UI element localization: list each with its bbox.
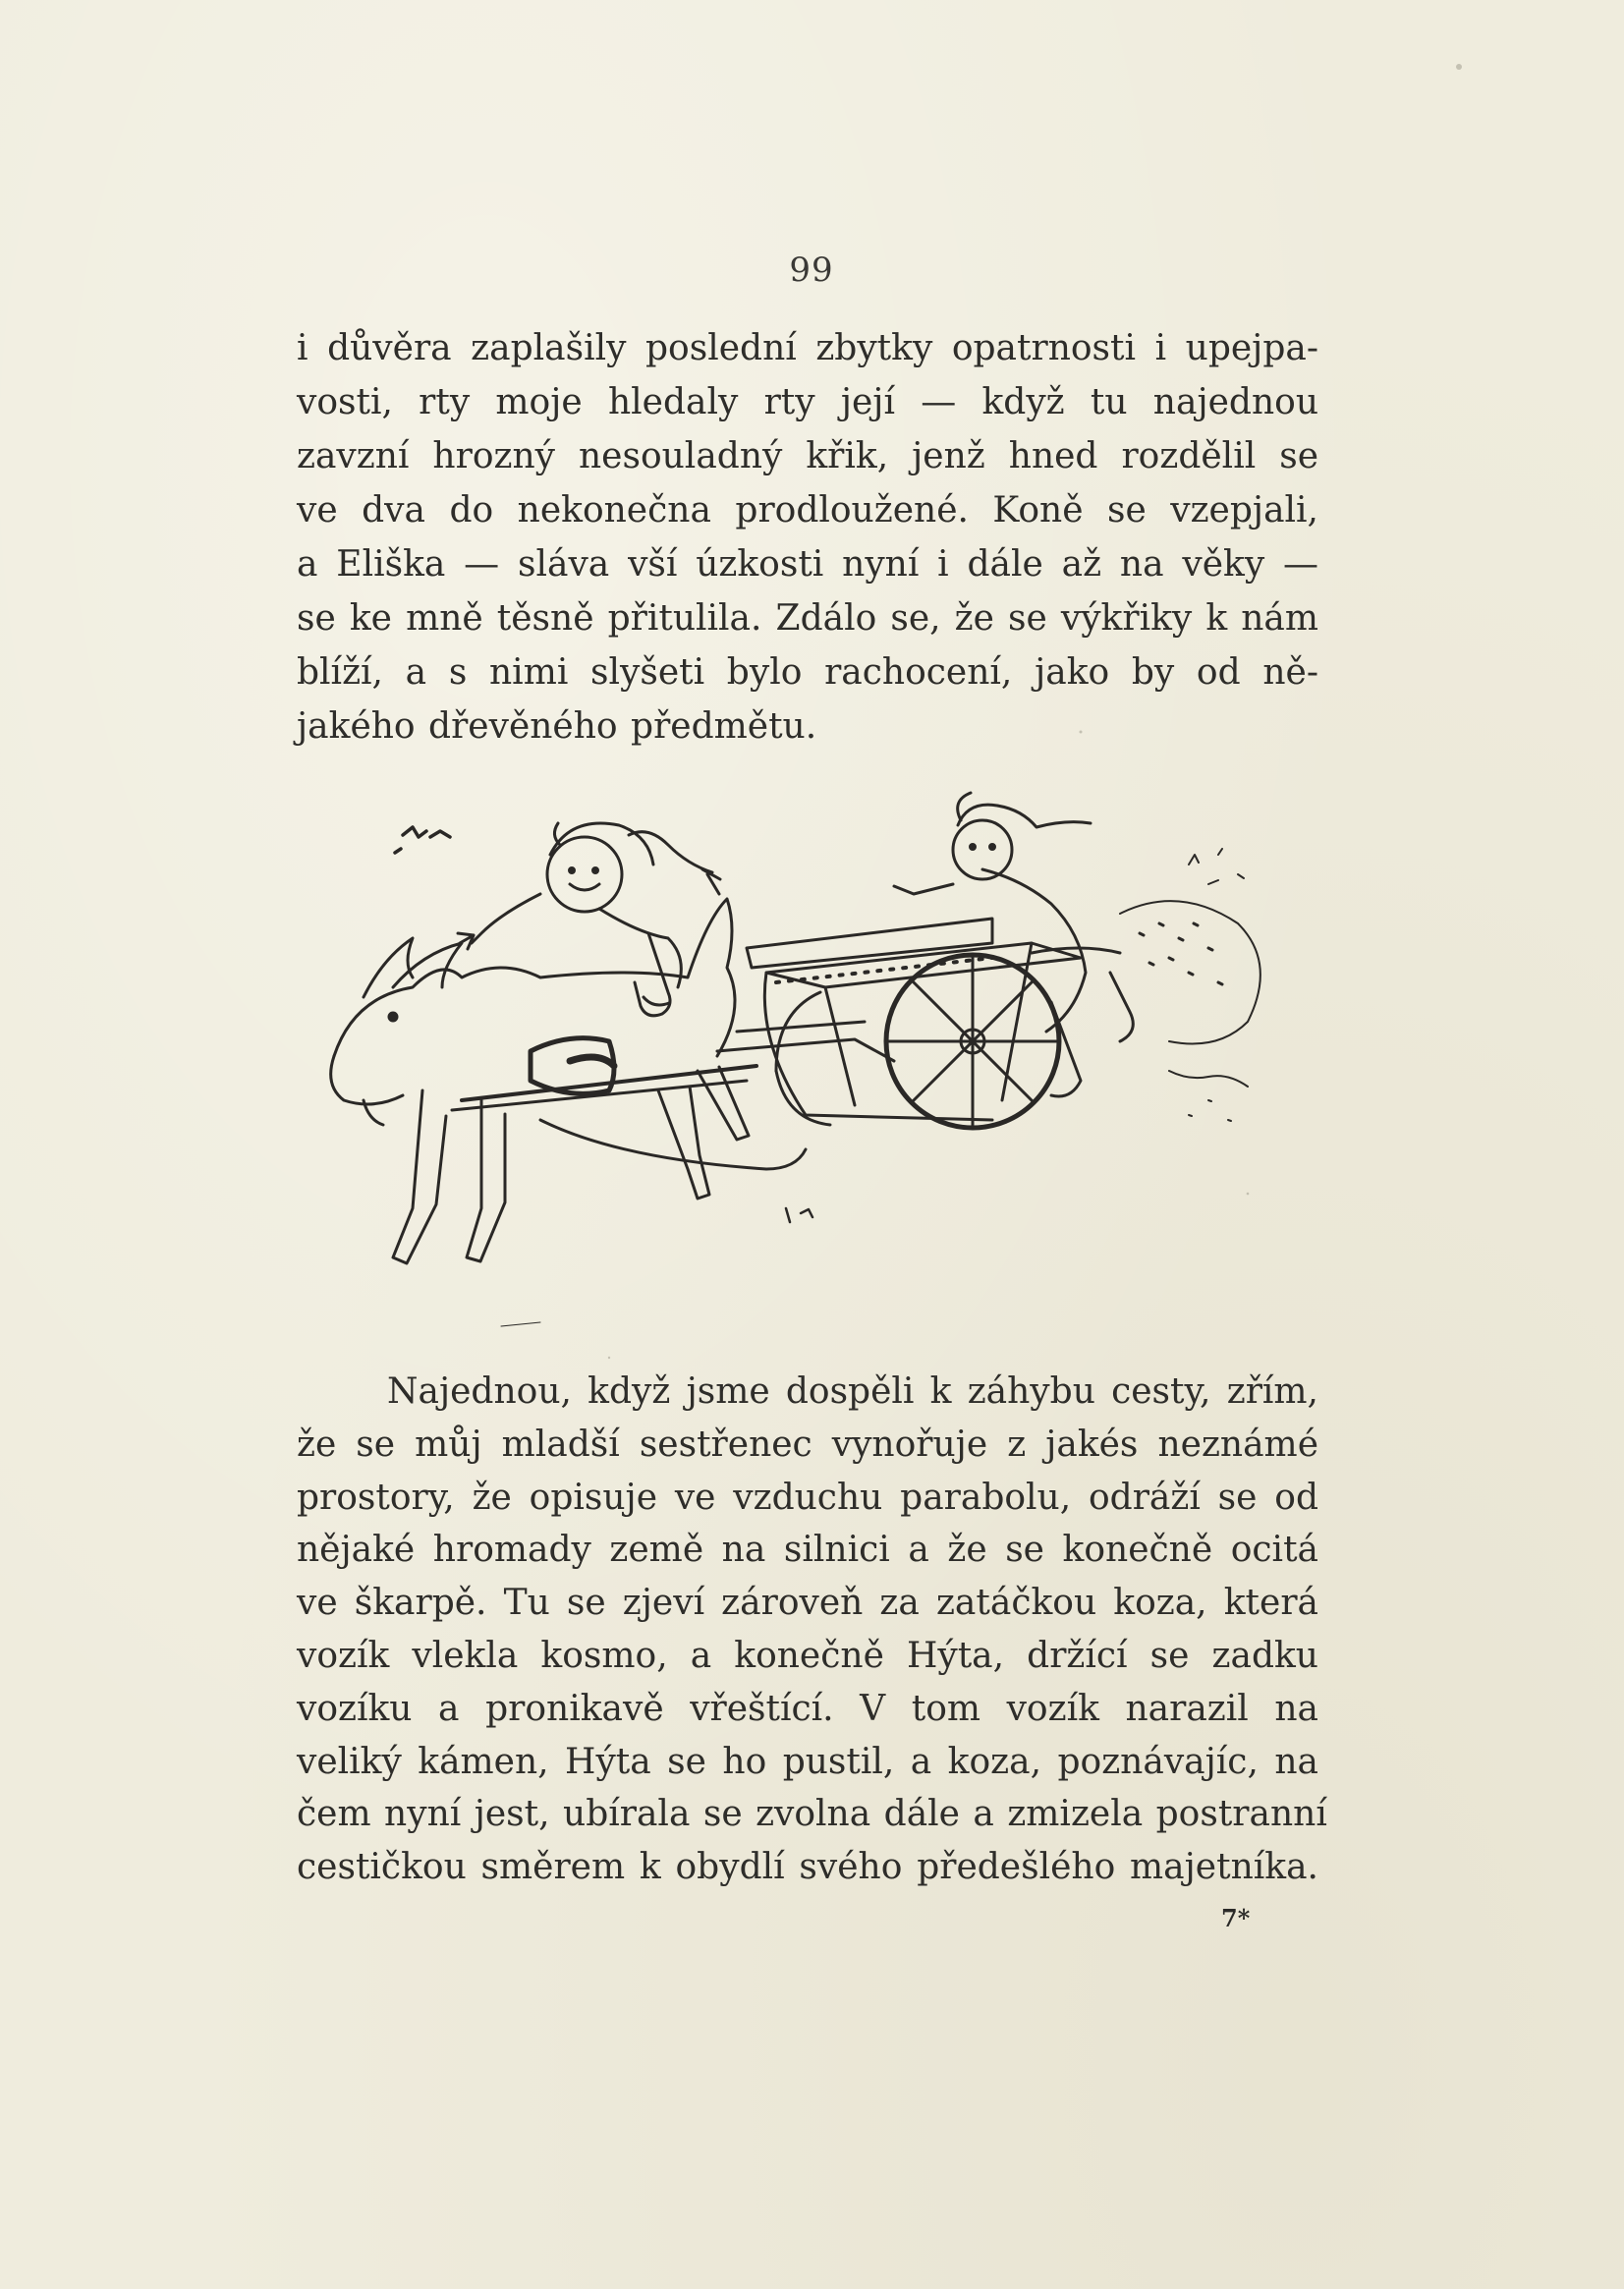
text-line: i důvěra zaplašily poslední zbytky opatrnosti i upejpa- [297, 328, 1318, 368]
text-line: ve dva do nekonečna prodloužené. Koně se vzepjali, [297, 490, 1318, 530]
flying-boy-figure [458, 823, 720, 1016]
text-line: vosti, rty moje hledaly rty její — když tu najednou [297, 382, 1318, 422]
text-line: cestičkou směrem k obydlí svého předešlého majetníka. [297, 1847, 1318, 1888]
birds-doodle [395, 827, 450, 853]
text-line: čem nyní jest, ubírala se zvolna dále a zmizela postranní [297, 1794, 1327, 1835]
text-line: Najednou, když jsme dospěli k záhybu cesty, zřím, [387, 1371, 1318, 1412]
paragraph-top [297, 321, 1318, 754]
text-line: blíží, a s nimi slyšeti bylo rachocení, jako by od ně- [297, 652, 1318, 693]
text-line: prostory, že opisuje ve vzduchu parabolu, odráží se od [297, 1477, 1318, 1518]
text-line: se ke mně těsně přitulila. Zdálo se, že se výkřiky k nám [297, 598, 1318, 639]
signature-mark: 7* [1221, 1904, 1251, 1932]
ground-marks [501, 1208, 812, 1326]
text-line: a Eliška — sláva vší úzkosti nyní i dále až na věky — [297, 544, 1318, 585]
page-number: 99 [789, 251, 834, 290]
text-line: vozík vlekla kosmo, a konečně Hýta, držící se zadku [297, 1635, 1318, 1676]
text-line: veliký kámen, Hýta se ho pustil, a koza, poznávajíc, na [297, 1741, 1318, 1782]
text-line: ve škarpě. Tu se zjeví zároveň za zatáčkou koza, která [297, 1583, 1318, 1624]
goat-cart-illustration [305, 776, 1326, 1346]
text-line: že se můj mladší sestřenec vynořuje z jakés neznámé [297, 1424, 1318, 1465]
text-line: jakého dřevěného předmětu. [297, 706, 817, 747]
goat-figure [331, 899, 749, 1263]
dirt-mound [1120, 849, 1260, 1121]
paragraph-bottom [297, 1366, 1327, 1894]
text-line: vozíku a pronikavě vřeštící. V tom vozík narazil na [297, 1688, 1318, 1729]
text-line: nějaké hromady země na silnici a že se konečně ocitá [297, 1530, 1318, 1571]
text-line: zavzní hrozný nesouladný křik, jenž hned rozdělil se [297, 436, 1318, 476]
